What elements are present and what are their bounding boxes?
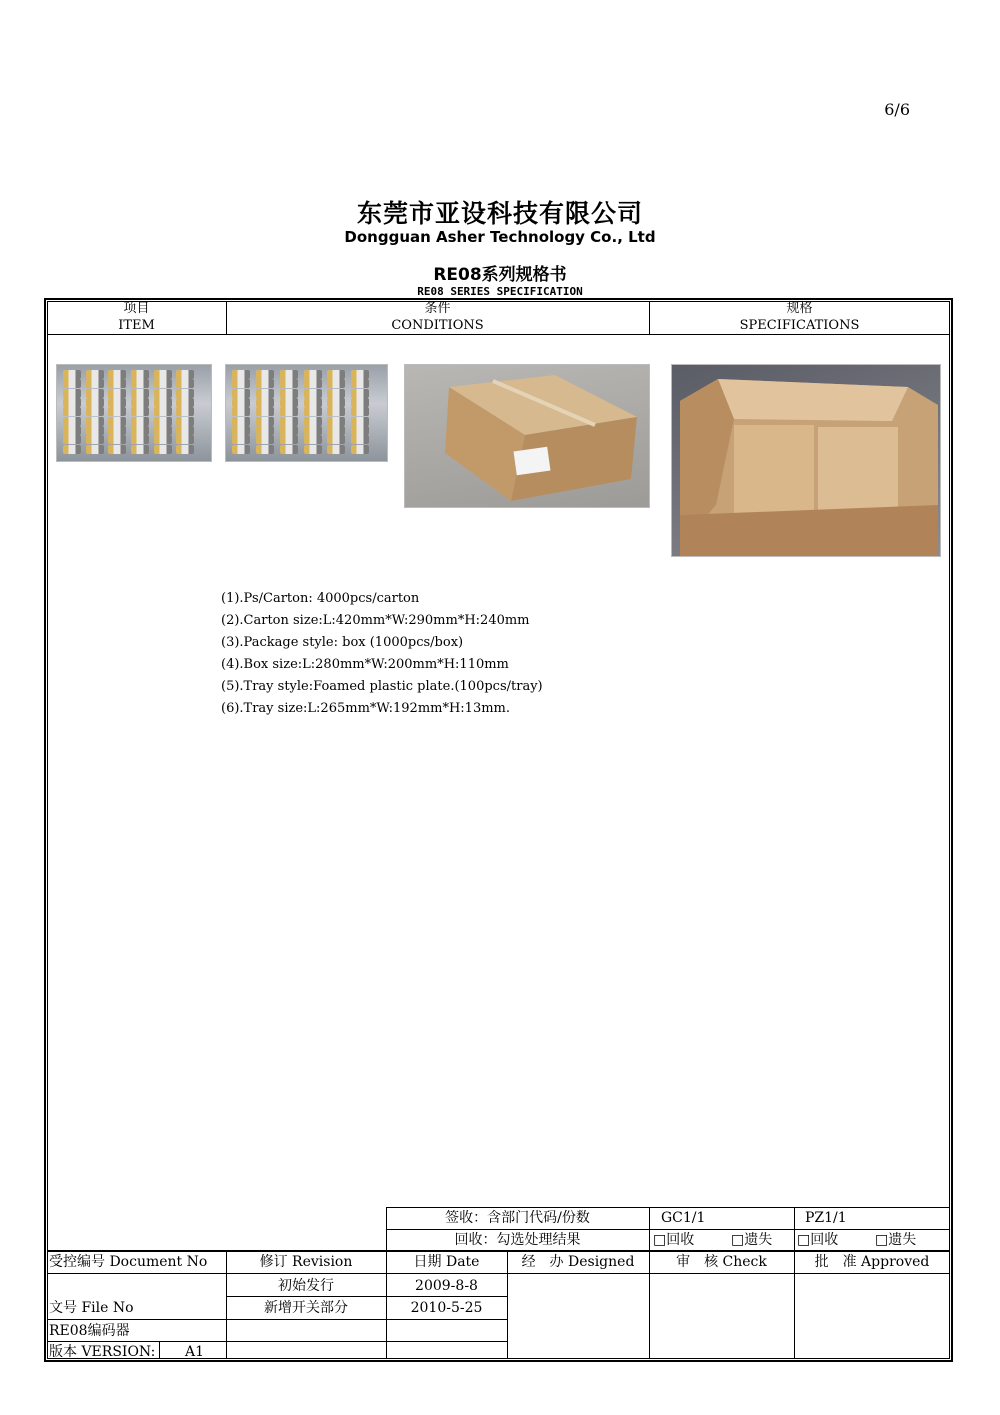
tray-cell (232, 389, 250, 398)
tray-cell (304, 407, 322, 416)
spec-list (221, 588, 543, 720)
revision-entry: 初始发行 (278, 1278, 334, 1294)
version-label: 版本 VERSION: (49, 1344, 156, 1360)
file-no-label: 文号 File No (49, 1300, 134, 1316)
tray-cell (131, 379, 149, 388)
lost-checkbox[interactable]: □遗失 (875, 1232, 917, 1248)
lost-checkbox[interactable]: □遗失 (731, 1232, 773, 1248)
tray-cell (280, 445, 298, 454)
header-conditions: 条件 CONDITIONS (391, 301, 484, 333)
tray-cell (327, 379, 345, 388)
tray-cell (327, 435, 345, 444)
tray-cell (108, 445, 126, 454)
tray-cell (256, 435, 274, 444)
tray-cell (86, 417, 104, 426)
date-label: 日期 Date (413, 1254, 480, 1270)
tray-cell (63, 417, 81, 426)
tray-cell (63, 379, 81, 388)
tray-cell (108, 370, 126, 379)
carton-closed-photo-icon (404, 364, 650, 508)
document-no-label: 受控编号 Document No (49, 1254, 208, 1270)
tray-cell (304, 370, 322, 379)
header-specifications: 规格 SPECIFICATIONS (739, 301, 860, 333)
tray-cell (154, 435, 172, 444)
tray-cell (131, 398, 149, 407)
tray-cell (304, 445, 322, 454)
tray-cell (327, 407, 345, 416)
tray-cell (256, 398, 274, 407)
tray-cell (154, 426, 172, 435)
tray-cell (351, 426, 369, 435)
tray-cell (304, 398, 322, 407)
tray-cell (327, 426, 345, 435)
tray-cell (131, 445, 149, 454)
spec-line: (1).Ps/Carton: 4000pcs/carton (221, 591, 420, 606)
tray-cell (63, 389, 81, 398)
tray-cell (256, 407, 274, 416)
tray-cell (176, 398, 194, 407)
tray-cell (131, 407, 149, 416)
tray-cell (304, 426, 322, 435)
pz-code: PZ1/1 (805, 1210, 847, 1226)
tray-cell (280, 398, 298, 407)
recovery-label: 回收：勾选处理结果 (454, 1232, 581, 1248)
tray-cell (304, 379, 322, 388)
tray-cell (232, 417, 250, 426)
sign-receipt-label: 签收：含部门代码/份数 (445, 1210, 590, 1226)
tray-cell (108, 389, 126, 398)
tray-cell (232, 398, 250, 407)
company-name-cn: 东莞市亚设科技有限公司 (356, 199, 643, 228)
check-label: 审 核 Check (676, 1254, 767, 1270)
tray-cell (256, 379, 274, 388)
footer-col (159, 1341, 160, 1359)
tray-cell (280, 426, 298, 435)
designed-label: 经 办 Designed (521, 1254, 635, 1270)
tray-cell (327, 445, 345, 454)
tray-cell (280, 370, 298, 379)
tray-cell (351, 417, 369, 426)
tray-cell (232, 426, 250, 435)
tray-cell (351, 398, 369, 407)
spec-line: (4).Box size:L:280mm*W:200mm*H:110mm (221, 657, 509, 672)
revision-label: 修订 Revision (259, 1254, 353, 1270)
tray-cell (131, 435, 149, 444)
tray-cell (256, 445, 274, 454)
tray-cell (351, 389, 369, 398)
tray-cell (63, 426, 81, 435)
tray-cell (327, 398, 345, 407)
tray-cell (176, 389, 194, 398)
tray-cell (176, 407, 194, 416)
tray-cell (232, 370, 250, 379)
tray-cell (256, 417, 274, 426)
tray-cell (108, 426, 126, 435)
header-divider (47, 334, 950, 335)
footer-col (794, 1207, 795, 1359)
gc-code: GC1/1 (661, 1210, 706, 1226)
tray-cell (63, 407, 81, 416)
tray-cell (108, 379, 126, 388)
footer-line (47, 1319, 507, 1320)
tray-cell (232, 435, 250, 444)
tray-cell (86, 435, 104, 444)
tray-cell (232, 379, 250, 388)
tray-cell (176, 417, 194, 426)
tray-cell (280, 407, 298, 416)
tray-cell (327, 417, 345, 426)
tray-photo-icon (225, 364, 388, 462)
footer-line (47, 1273, 950, 1274)
tray-cell (176, 370, 194, 379)
tray-cell (327, 389, 345, 398)
tray-cell (256, 389, 274, 398)
recover-checkbox[interactable]: □回收 (797, 1232, 839, 1248)
tray-cell (154, 398, 172, 407)
tray-cell (232, 407, 250, 416)
tray-cell (304, 417, 322, 426)
tray-cell (256, 426, 274, 435)
tray-cell (327, 370, 345, 379)
tray-cell (86, 379, 104, 388)
tray-cell (154, 379, 172, 388)
tray-cell (108, 417, 126, 426)
carton-open-photo-icon (671, 364, 941, 557)
footer-line (226, 1296, 507, 1297)
footer-col (649, 1207, 650, 1359)
tray-cell (280, 389, 298, 398)
company-name-en: Dongguan Asher Technology Co., Ltd (344, 228, 656, 246)
approved-label: 批 准 Approved (814, 1254, 930, 1270)
header-item: 项目 ITEM (118, 301, 155, 333)
tray-cell (280, 417, 298, 426)
tray-photo-icon (56, 364, 212, 462)
tray-cell (351, 435, 369, 444)
tray-cell (63, 398, 81, 407)
tray-cell (63, 435, 81, 444)
tray-cell (176, 435, 194, 444)
tray-cell (351, 370, 369, 379)
spec-line: (2).Carton size:L:420mm*W:290mm*H:240mm (221, 613, 530, 628)
tray-cell (63, 445, 81, 454)
tray-cell (232, 445, 250, 454)
spec-line: (5).Tray style:Foamed plastic plate.(100pcs/tray) (221, 679, 543, 694)
tray-cell (256, 370, 274, 379)
tray-cell (86, 426, 104, 435)
version-value: A1 (185, 1344, 205, 1360)
tray-cell (351, 445, 369, 454)
page-number: 6/6 (884, 100, 910, 119)
tray-cell (304, 389, 322, 398)
tray-cell (86, 445, 104, 454)
date-entry: 2009-8-8 (415, 1278, 478, 1294)
revision-entry: 新增开关部分 (264, 1300, 348, 1316)
recover-checkbox[interactable]: □回收 (653, 1232, 695, 1248)
tray-cell (154, 389, 172, 398)
tray-cell (108, 435, 126, 444)
tray-cell (86, 407, 104, 416)
spec-line: (3).Package style: box (1000pcs/box) (221, 635, 464, 650)
tray-cell (131, 417, 149, 426)
tray-cell (176, 445, 194, 454)
document-title: RE08系列规格书 (433, 265, 567, 285)
tray-cell (280, 435, 298, 444)
tray-cell (86, 398, 104, 407)
spec-line: (6).Tray size:L:265mm*W:192mm*H:13mm. (221, 701, 511, 716)
tray-cell (154, 417, 172, 426)
tray-cell (108, 407, 126, 416)
date-entry: 2010-5-25 (410, 1300, 483, 1316)
tray-cell (351, 407, 369, 416)
tray-cell (86, 389, 104, 398)
tray-cell (131, 389, 149, 398)
tray-cell (176, 426, 194, 435)
tray-cell (154, 407, 172, 416)
tray-cell (280, 379, 298, 388)
tray-cell (131, 426, 149, 435)
tray-cell (351, 379, 369, 388)
tray-cell (154, 370, 172, 379)
tray-cell (108, 398, 126, 407)
tray-cell (63, 370, 81, 379)
tray-cell (154, 445, 172, 454)
tray-cell (86, 370, 104, 379)
tray-cell (304, 435, 322, 444)
tray-cell (131, 370, 149, 379)
document-subtitle: RE08 SERIES SPECIFICATION (417, 285, 583, 298)
tray-cell (176, 379, 194, 388)
file-no-value: RE08编码器 (49, 1323, 130, 1339)
